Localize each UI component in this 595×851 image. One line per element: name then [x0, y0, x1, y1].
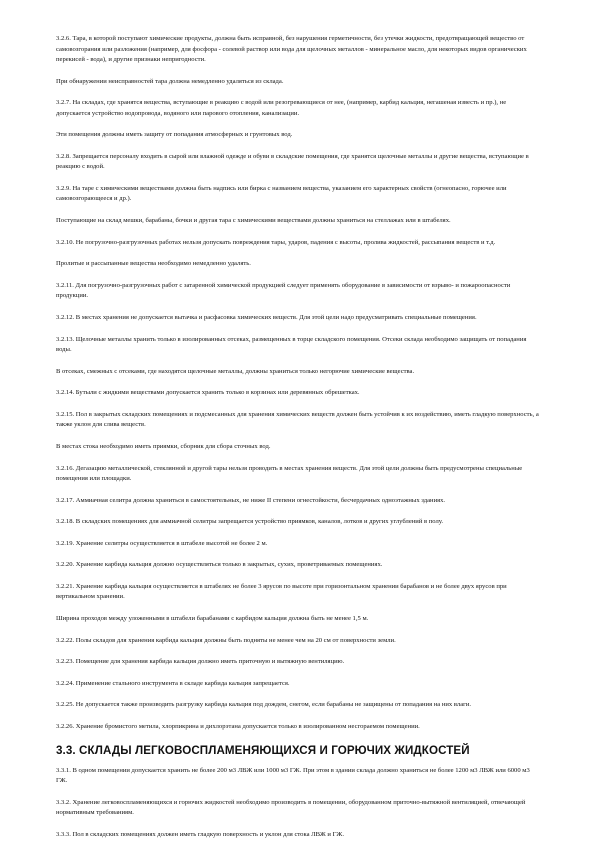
paragraph-3-2-26: 3.2.26. Хранение бромистого метила, хлорпикрина и дихлорэтана допускается только в изолированном несгораемом помещении. — [56, 723, 420, 731]
paragraph-3-2-23: 3.2.23. Помещение для хранения карбида кальция должно иметь приточную и вытяжную вентиляцию. — [56, 658, 345, 666]
document-page — [56, 34, 540, 851]
paragraph-storage-on-racks: Поступающие на склад мешки, барабаны, бочки и другая тара с химическими веществами должны храниться на стеллажах или в штабелях. — [56, 217, 451, 225]
paragraph-3-2-15: 3.2.15. Пол в закрытых складских помещениях и подсмесанных для хранения химических веществ должен быть устойчив к их воздействию, иметь гладкую поверхность, а также уклон для слива веществ. — [56, 410, 539, 429]
paragraph-3-2-9: 3.2.9. На таре с химическими веществами должна быть надпись или бирка с названием вещества, указанием его характерных свойств (огнеопасно, горючее или самовозгорающееся и др.). — [56, 184, 507, 203]
paragraph-3-2-21: 3.2.21. Хранение карбида кальция осуществляется в штабелях не более 3 ярусов по высоте при горизонтальном хранении барабанов и не более двух ярусов при вертикальном хранении. — [56, 582, 507, 601]
paragraph-remove-spills: Пролитые и рассыпанные вещества необходимо немедленно удалять. — [56, 260, 251, 268]
paragraph-3-2-10: 3.2.10. Не погрузочно-разгрузочных работах нельзя допускать повреждения тары, ударов, падения с высоты, пролива жидкостей, рассыпания веществ и т.д. — [56, 238, 496, 246]
paragraph-remove-damaged-tare: При обнаружении неисправностей тара должна немедленно удаляться из склада. — [56, 77, 284, 85]
paragraph-3-2-16: 3.2.16. Дегазацию металлической, стеклянной и другой тары нельзя проводить в местах хранения веществ. Для этой цели должны быть предусмотрены специальные помещения или площадки. — [56, 464, 523, 482]
paragraph-3-2-6: 3.2.6. Тара, в которой поступают химические продукты, должна быть исправной, без нарушения герметичности, без утечки жидкости, предотвращающей вещество от самовозгорания или разложения (например, для фосфора - солевой раствор или вода для щелочных металлов - минеральное масло, для некоторых видов органических перекисей - вода), и другие признаки непригодности. — [56, 35, 527, 63]
paragraph-adjacent-compartments: В отсеках, смежных с отсеками, где находятся щелочные металлы, должны храниться только негорючие химические вещества. — [56, 367, 415, 375]
paragraph-drain-pits: В местах стока необходимо иметь приямки, сборник для сбора сточных вод. — [56, 442, 271, 450]
paragraph-3-3-3: 3.3.3. Пол в складских помещениях должен иметь гладкую поверхность и уклон для стока ЛВЖ и ГЖ. — [56, 830, 344, 838]
paragraph-3-3-2: 3.3.2. Хранение легковоспламеняющихся и горючих жидкостей необходимо производить в помещении, оборудованном приточно-вытяжной вентиляцией, отвечающей нормативным требованиям. — [56, 798, 526, 817]
paragraph-3-2-13: 3.2.13. Щелочные металлы хранить только в изолированных отсеках, размещенных в торце складского помещения. Отсеки склада необходимо защищать от попадания воды. — [56, 335, 527, 354]
paragraph-3-3-1: 3.3.1. В одном помещении допускается хранить не более 200 м3 ЛВЖ или 1000 м3 ГЖ. При этом в здании склада должно храниться не более 1200 м3 ЛВЖ или 6000 м3 ГЖ. — [56, 766, 530, 785]
paragraph-3-2-14: 3.2.14. Бутыли с жидкими веществами допускается хранить только в корзинах или деревянных обрешетках. — [56, 389, 360, 397]
paragraph-3-2-22: 3.2.22. Полы складов для хранения карбида кальция должны быть подняты не менее чем на 20 см от поверхности земли. — [56, 636, 396, 644]
paragraph-3-2-19: 3.2.19. Хранение селитры осуществляется в штабеле высотой не более 2 м. — [56, 539, 268, 547]
paragraph-aisle-width: Ширина проходов между уложенными в штабели барабанами с карбидом кальция должна быть не менее 1,5 м. — [56, 615, 369, 623]
paragraph-3-2-25: 3.2.25. Не допускается также производить разгрузку карбида кальция под дождем, снегом, если барабаны не защищены от попадания на них влаги. — [56, 701, 471, 709]
paragraph-3-2-11: 3.2.11. Для погрузочно-разгрузочных работ с затаренной химической продукцией следует применять оборудование в зависимости от взрыво- и пожароопасности продукции. — [56, 281, 511, 300]
paragraph-3-2-18: 3.2.18. В складских помещениях для аммиачной селитры запрещается устройство приямков, каналов, лотков и других углублений в полу. — [56, 518, 444, 526]
paragraph-water-protection: Эти помещения должны иметь защиту от попадания атмосферных и грунтовых вод. — [56, 131, 293, 139]
paragraph-3-2-7: 3.2.7. На складах, где хранятся вещества, вступающие в реакцию с водой или резогревающиеся от нее, (например, карбид кальция, негашеная известь и пр.), не допускается устройство водопровода, водяного или парового отопления, канализации. — [56, 99, 507, 117]
paragraph-3-2-17: 3.2.17. Аммиачная селитра должна храниться в самостоятельных, не ниже II степени огнестойкости, бесчердачных одноэтажных зданиях. — [56, 496, 446, 504]
paragraph-3-2-24: 3.2.24. Применение стального инструмента в складе карбида кальция запрещается. — [56, 679, 290, 687]
paragraph-3-2-20: 3.2.20. Хранение карбида кальция должно осуществляться только в закрытых, сухих, проветриваемых помещениях. — [56, 561, 383, 569]
section-heading: 3.3. СКЛАДЫ ЛЕГКОВОСПЛАМЕНЯЮЩИХСЯ И ГОРЮЧИХ ЖИДКОСТЕЙ — [56, 743, 470, 757]
paragraph-3-2-12: 3.2.12. В местах хранения не допускается вытачка и расфасовка химических веществ. Для этой цели надо предусматривать специальные помещения. — [56, 313, 477, 321]
paragraph-3-2-8: 3.2.8. Запрещается персоналу входить в сырой или влажной одежде и обуви в складские помещения, где хранятся щелочные металлы и другие вещества, вступающие в реакцию с водой. — [56, 152, 529, 171]
